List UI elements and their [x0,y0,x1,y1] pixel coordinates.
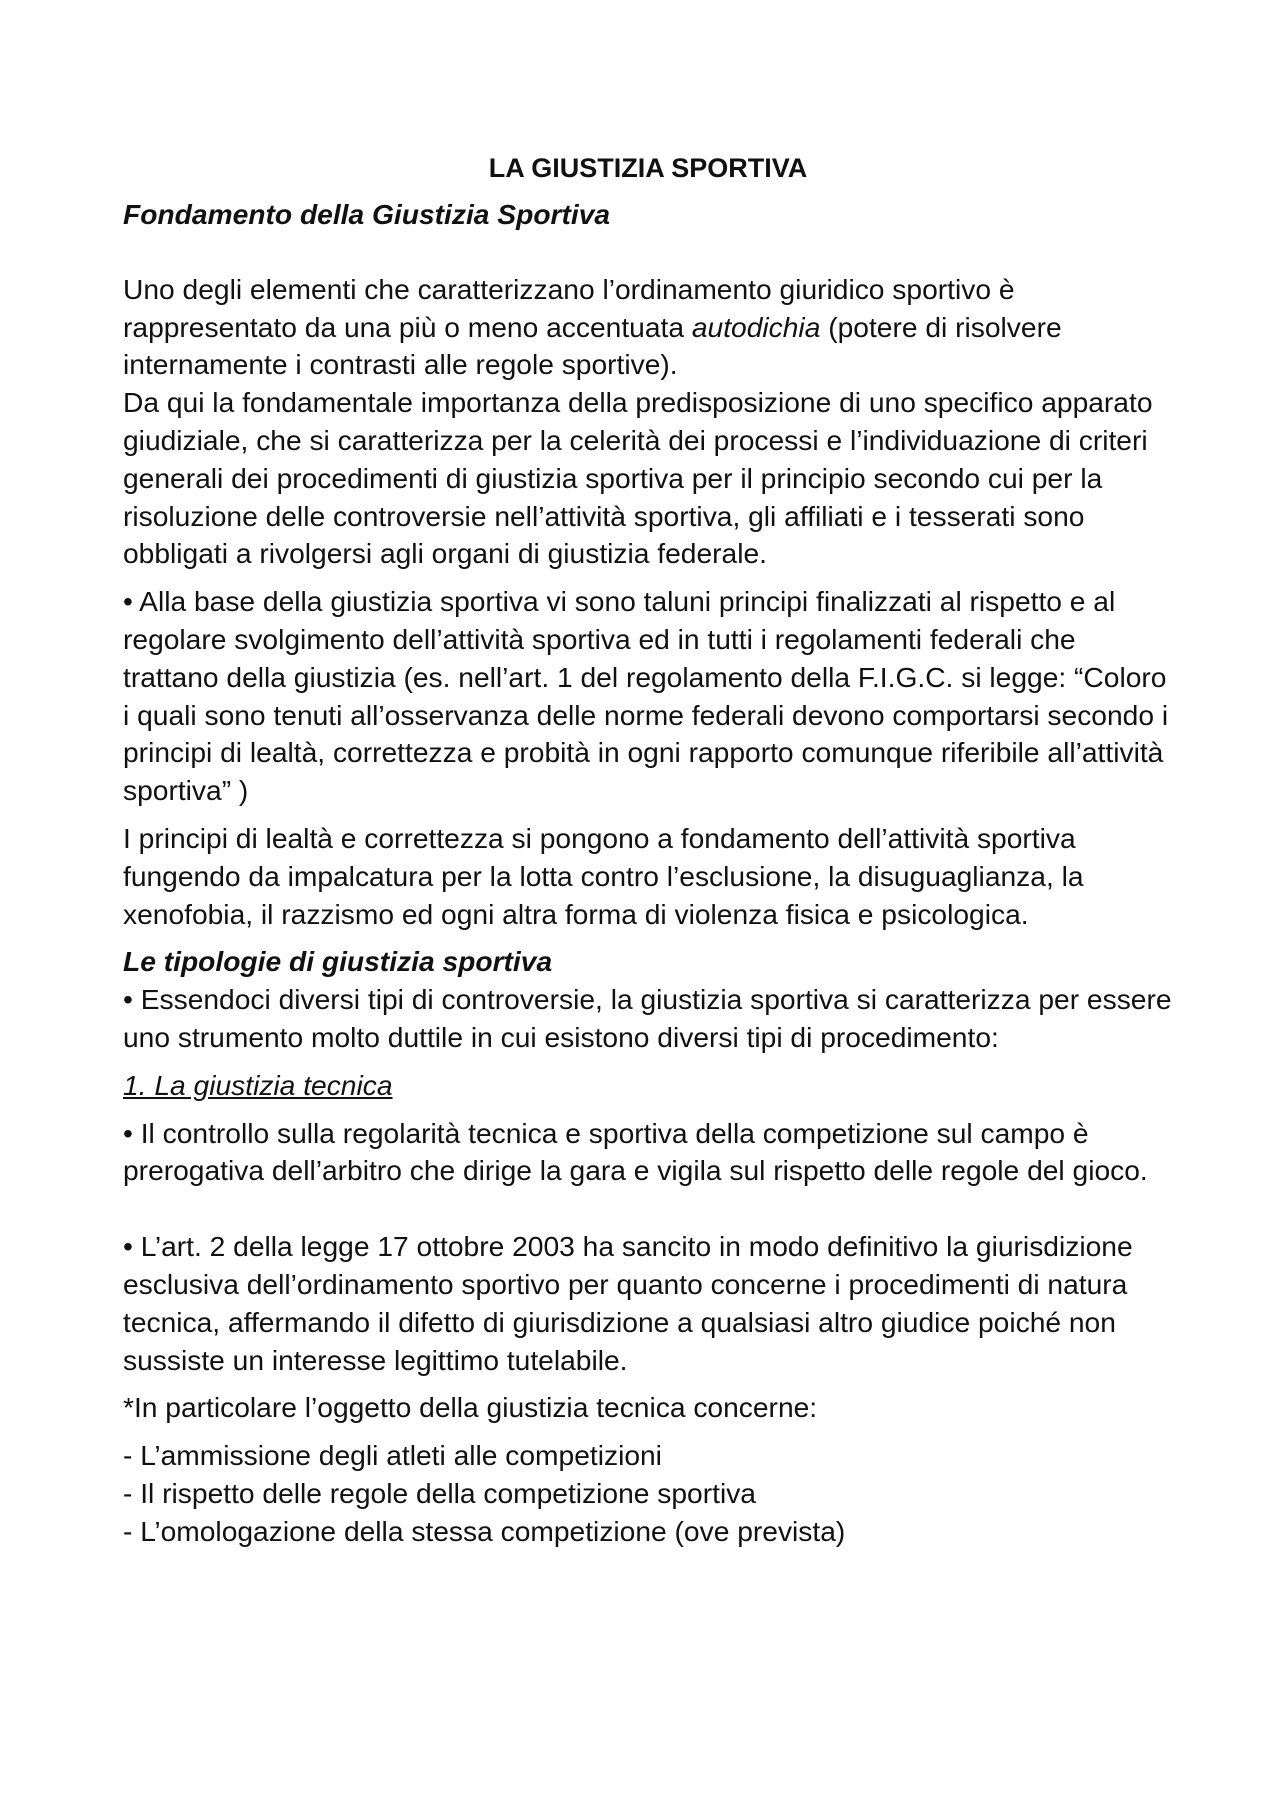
spacer [123,1379,1173,1389]
subheading-giustizia-tecnica: 1. La giustizia tecnica [123,1068,393,1101]
spacer [123,234,1173,271]
paragraph-text: (potere di risolvere internamente i contrasti alle regole sportive). [123,310,1062,381]
paragraph-principi: • Alla base della giustizia sportiva vi sono taluni principi finalizzati al rispetto e al regolare svolgimento dell’attività sportiva ed in tutti i regolamenti federali che trattano della giustizia (es. nell’art. 1 del regolamento della F.I.G.C. si legge: “Coloro i quali sono tenuti all’osservanza delle norme federali devono comportarsi secondo i principi di lealtà, correttezza e probità in ogni rapporto comunque riferibile all’attività sportiva” ) [123,585,1169,807]
section-heading-tipologie: Le tipologie di giustizia sportiva [123,945,553,978]
document-page [123,150,1173,1551]
spacer [123,1427,1173,1437]
paragraph-apparato-giudiziale: Da qui la fondamentale importanza della predisposizione di uno specifico apparato giudiziale, che si caratterizza per la celerità dei processi e l’individuazione di criteri generali dei procedimenti di giustizia sportiva per il principio secondo cui per la risoluzione delle controversie nell’attività sportiva, gli affiliati e i tesserati sono obbligati a rivolgersi agli organi di giustizia federale. [123,386,1153,570]
section-heading-fondamento: Fondamento della Giustizia Sportiva [123,198,611,230]
paragraph-lealta: I principi di lealtà e correttezza si pongono a fondamento dell’attività sportiva fungendo da impalcatura per la lotta contro l’esclusione, la disuguaglianza, la xenofobia, il razzismo ed ogni altra forma di violenza fisica e psicologica. [123,821,1084,930]
list-item: - L’ammissione degli atleti alle competizioni [123,1439,662,1472]
spacer [123,1105,1173,1115]
paragraph-autodichia [123,271,1173,384]
spacer [123,933,1173,943]
paragraph-legge-2003: • L’art. 2 della legge 17 ottobre 2003 ha sancito in modo definitivo la giurisdizione esclusiva dell’ordinamento sportivo per quanto concerne i procedimenti di natura tecnica, affermando il difetto di giurisdizione a qualsiasi altro giudice poiché non sussiste un interesse legittimo tutelabile. [123,1230,1133,1376]
spacer [123,1057,1173,1067]
italic-term-autodichia: autodichia [691,310,821,343]
list-item: - L’omologazione della stessa competizione (ove prevista) [123,1514,846,1547]
spacer [123,810,1173,820]
document-title: LA GIUSTIZIA SPORTIVA [488,153,808,183]
paragraph-oggetto: *In particolare l’oggetto della giustizia tecnica concerne: [123,1391,818,1424]
spacer [123,573,1173,583]
paragraph-arbitro: • Il controllo sulla regolarità tecnica e sportiva della competizione sul campo è prerogativa dell’arbitro che dirige la gara e vigila sul rispetto delle regole del gioco. [123,1116,1148,1187]
spacer [123,1190,1173,1228]
list-oggetto [123,1437,1173,1550]
paragraph-text: Uno degli elementi che caratterizzano l’ordinamento giuridico sportivo è rappresentato da una più o meno accentuata [123,272,1015,343]
list-item: - Il rispetto delle regole della competizione sportiva [123,1476,756,1509]
paragraph-controversie: • Essendoci diversi tipi di controversie, la giustizia sportiva si caratterizza per essere uno strumento molto duttile in cui esistono diversi tipi di procedimento: [123,983,1172,1053]
